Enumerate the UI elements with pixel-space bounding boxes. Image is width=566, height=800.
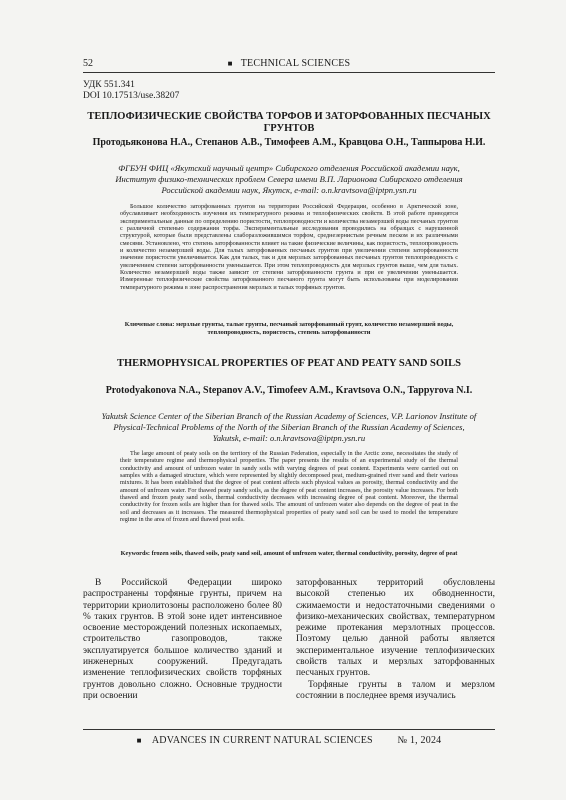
ru-abstract: Большое количество заторфованных грунтов на территории Российской Федерации, особенно в Арктической зоне, обуславливает необходимость изучения их температурного режима и теплофизических свойств. В этой работе приводятся экспериментальные данные по определению пористости, теплопроводности и количества незамерзшей воды песчаных грунтов с различной степенью содержания торфа. Экспериментальные исследования проводились на образцах с нарушенной структурой, которые были представлены слаборазложившимся торфом, среднезернистым речным песком и их различными смесями. Установлено, что степень заторфованности влияет на такие физические величины, как пористость, теплопроводность и количество незамерзшей воды. Для талых заторфованных песчаных грунтов при увеличении степени заторфованности значение пористости увеличивается. Как для талых, так и для мерзлых заторфованных песчаных грунтов теплопроводность с увеличением степени заторфованности уменьшается. При этом теплопроводность для мерзлых грунтов выше, чем для талых. Количество незамерзшей воды также зависит от степени заторфованности грунта и при ее увеличении уменьшается. Измеренные теплофизические свойства заторфованного песчаного грунта могут быть использованы при моделировании температурного режима в зоне распространения мерзлых и талых торфяных грунтов.	[120, 203, 458, 291]
running-footer	[83, 735, 495, 747]
journal-section: ■ TECHNICAL SCIENCES	[83, 58, 495, 69]
en-title: THERMOPHYSICAL PROPERTIES OF PEAT AND PEATY SAND SOILS	[117, 358, 461, 369]
ru-authors: Протодьяконова Н.А., Степанов А.В., Тимофеев А.М., Кравцова О.Н., Таппырова Н.И.	[92, 137, 486, 148]
footer-rule	[83, 729, 495, 730]
ru-affiliation: ФГБУН ФИЦ «Якутский научный центр» Сибирского отделения Российской академии наук, Институт физико-технических проблем Севера имени В.П. Ларионова Сибирского отделения Российской академии наук, Якутск, e-mail: o.n.kravtsova@iptpn.ysn.ru	[115, 163, 463, 195]
footer-issue: № 1, 2024	[397, 735, 442, 746]
en-authors: Protodyakonova N.A., Stepanov A.V., Timofeev A.M., Kravtsova O.N., Tappyrova N.I.	[105, 385, 473, 396]
page-number: 52	[83, 58, 93, 69]
en-keywords-text: frozen soils, thawed soils, peaty sand soil, amount of unfrozen water, thermal conductivity, porosity, degree of peat	[151, 550, 458, 557]
body-column-right	[296, 578, 495, 702]
footer-journal: ADVANCES IN CURRENT NATURAL SCIENCES	[151, 735, 373, 746]
doi: DOI 10.17513/use.38207	[83, 91, 180, 101]
en-abstract: The large amount of peaty soils on the territory of the Russian Federation, especially in the Arctic zone, necessitates the study of their temperature regime and thermophysical properties. The paper presents the results of an experimental study of the thermal conductivity and amount of unfrozen water in sandy soils with varying degrees of peat content. Experiments were carried out on samples with a damaged structure, which were represented by slightly decomposed peat, medium-grained river sand and their various mixtures. It has been established that the degree of peat content affects such physical values as porosity, thermal conductivity and the amount of unfrozen water. For thawed peaty sandy soils, as the degree of peat content increases, the porosity value increases. For both thawed and frozen peaty sand soils, thermal conductivity decreases with increasing degree of peat content. Moreover, the thermal conductivity for frozen soils are higher than for thawed soils. The amount of unfrozen water also depends on the degree of peat in the soil and decreases as it increases. The measured thermophysical properties of peaty sand soil can be used to model the temperature regime in the area of frozen and thawed peat soils.	[120, 450, 458, 524]
running-header	[83, 58, 495, 70]
body-column-left	[83, 578, 282, 702]
en-keywords	[120, 550, 458, 558]
ru-title: ТЕПЛОФИЗИЧЕСКИЕ СВОЙСТВА ТОРФОВ И ЗАТОРФОВАННЫХ ПЕСЧАНЫХ ГРУНТОВ	[87, 111, 491, 134]
ru-keywords: Ключевые слова: мерзлые грунты, талые грунты, песчаный заторфованный грунт, количество незамерзшей воды, теплопроводность, пористость, степень заторфованности	[124, 321, 454, 336]
body-paragraph: В Российской Федерации широко распространены торфяные грунты, причем на территории криолитозоны расположено более 80 % таких грунтов. В этой зоне идет интенсивное освоение месторождений полезных ископаемых, строительство газопроводов, также эксплуатируется большое количество зданий и инженерных сооружений. Предугадать изменение теплофизических свойств торфяных грунтов довольно сложно. Основные трудности при освоении	[83, 578, 282, 701]
udk-code: УДК 551.341	[83, 80, 135, 90]
en-keywords-label: Keywords:	[120, 550, 151, 557]
header-rule	[83, 72, 495, 73]
body-paragraph: заторфованных территорий обусловлены высокой степенью их обводненности, сжимаемости и недостаточными сведениями о физико-механических свойствах, температурном режиме протекания мерзлотных процессов. Поэтому целью данной работы является экспериментальное изучение теплофизических свойств талых и мерзлых заторфованных песчаных грунтов.	[296, 578, 495, 679]
en-affiliation: Yakutsk Science Center of the Siberian Branch of the Russian Academy of Sciences, V.P. Larionov Institute of Physical-Technical Problems of the North of the Siberian Branch of the Russian Academy of Sciences, Yakutsk, e-mail: o.n.kravtsova@iptpn.ysn.ru	[101, 411, 477, 443]
body-paragraph: Торфяные грунты в талом и мерзлом состоянии в последнее время изучались	[296, 679, 495, 701]
